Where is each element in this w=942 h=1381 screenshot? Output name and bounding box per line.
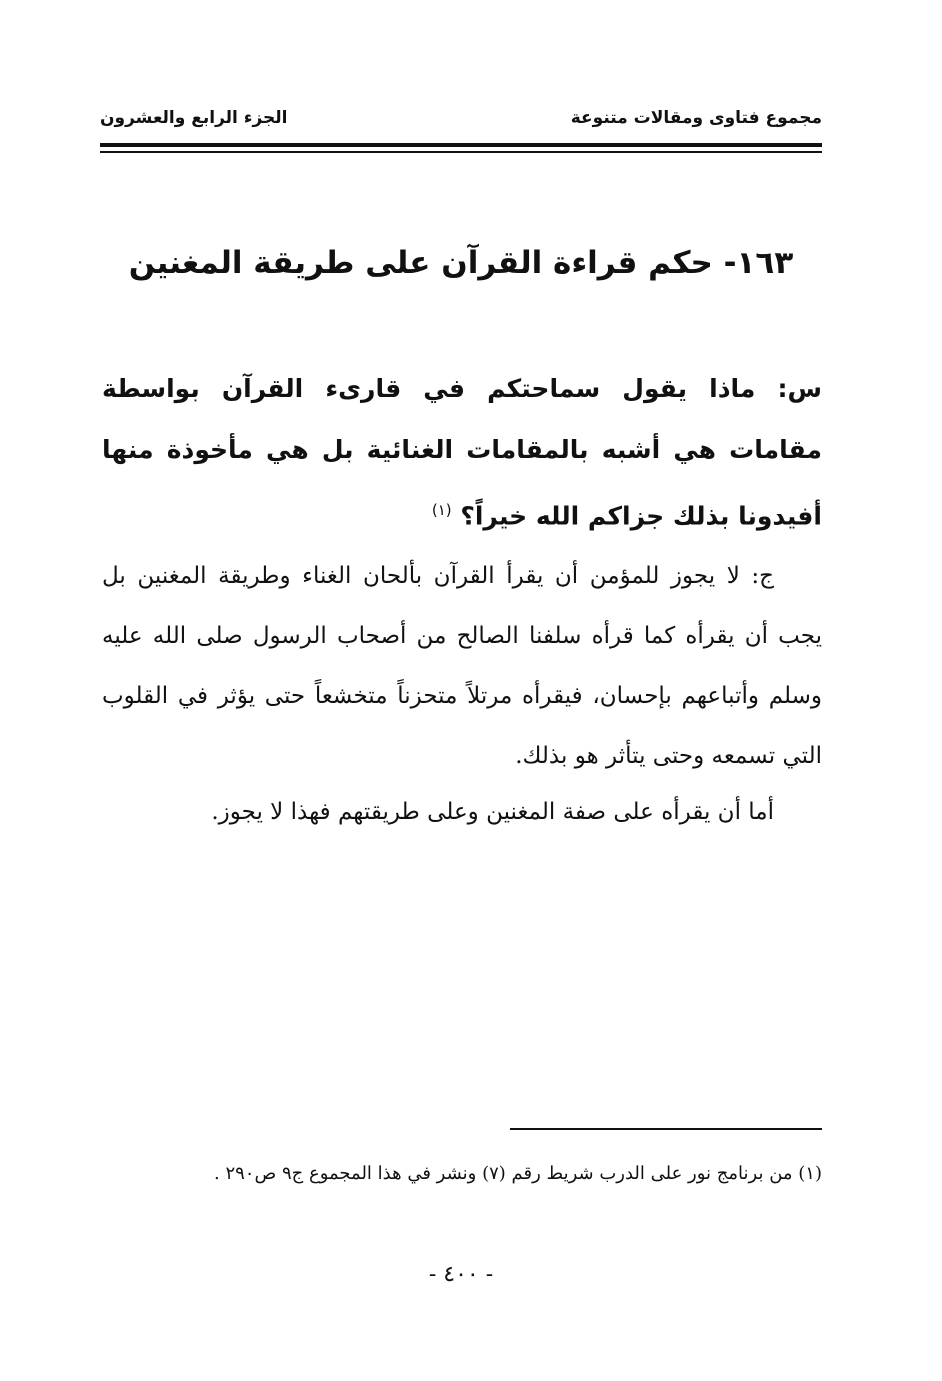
footnote-reference: (١) [431, 501, 452, 519]
volume-label: الجزء الرابع والعشرون [100, 108, 288, 128]
answer-conclusion-text: أما أن يقرأه على صفة المغنين وعلى طريقتهم فهذا لا يجوز. [211, 799, 774, 825]
header-rule-thick [100, 143, 822, 147]
question-paragraph [102, 358, 822, 546]
answer-text: ج: لا يجوز للمؤمن أن يقرأ القرآن بألحان الغناء وطريقة المغنين بل يجب أن يقرأه كما قرأه سلفنا الصالح من أصحاب الرسول صلى الله عليه وسلم وأتباعهم بإحسان، فيقرأه مرتلاً متحزناً متخشعاً حتى يؤثر في القلوب التي تسمعه وحتى يتأثر هو بذلك. [102, 563, 822, 769]
running-header [100, 108, 822, 138]
answer-paragraph [102, 546, 822, 786]
footnote: (١) من برنامج نور على الدرب شريط رقم (٧) ونشر في هذا المجموع ج٩ ص٢٩٠ . [214, 1163, 822, 1184]
answer-paragraph-conclusion [102, 782, 822, 842]
question-text: س: ماذا يقول سماحتكم في قارىء القرآن بواسطة مقامات هي أشبه بالمقامات الغنائية بل هي مأخوذة منها أفيدونا بذلك جزاكم الله خيراً؟ [102, 374, 822, 531]
fatwa-title: ١٦٣- حكم قراءة القرآن على طريقة المغنين [128, 245, 794, 281]
header-rule-thin [100, 151, 822, 153]
footnote-separator [510, 1128, 822, 1130]
book-title: مجموع فتاوى ومقالات متنوعة [570, 108, 822, 128]
page-number: - ٤٠٠ - [428, 1262, 494, 1287]
